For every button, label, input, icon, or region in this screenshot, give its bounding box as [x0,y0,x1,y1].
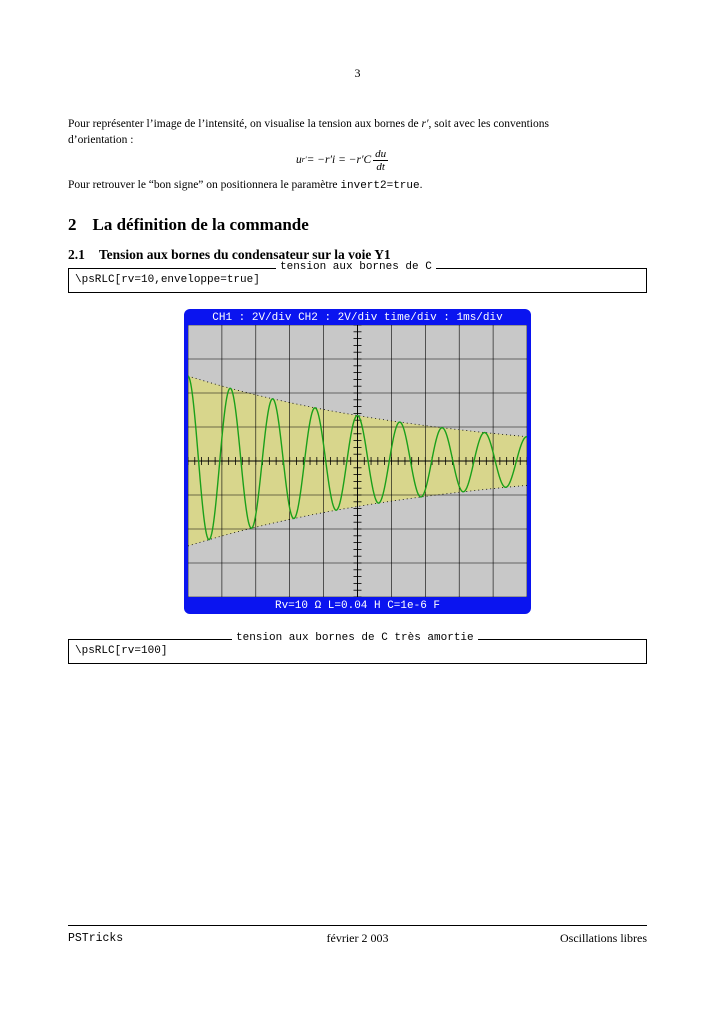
oscilloscope-screen [188,325,527,597]
page-number: 3 [354,66,361,80]
equation-mid: = −r′i = −r′C [306,154,372,166]
equation-fraction [373,148,388,173]
subsection-number: 2.1 [68,247,85,262]
section-number: 2 [68,215,77,234]
footer-right: Oscillations libres [560,931,647,945]
intro-line-1-var: r′ [421,118,429,130]
section-heading [68,215,309,235]
equation-left: u [296,154,302,166]
oscilloscope-header: CH1 : 2V/div CH2 : 2V/div time/div : 1ms/div [212,312,503,324]
footer-left: PSTricks [68,932,124,945]
equation-denominator: dt [376,160,385,173]
intro-line-3 [68,177,648,194]
intro-line-1-post: , soit avec les conventions [428,118,549,130]
intro-line-1-pre: Pour représenter l’image de l’intensité, on visualise la tension aux bornes de [68,118,422,130]
code-box-2-code: \psRLC[rv=100] [75,645,168,657]
code-box-2-label: tension aux bornes de C très amortie [232,633,478,644]
equation [296,146,388,174]
intro-line-2: d’orientation : [68,134,134,146]
intro-line-3-pre: Pour retrouver le “bon signe” on positionnera le paramètre [68,179,341,191]
subsection-title: Tension aux bornes du condensateur sur la voie Y1 [98,247,391,262]
intro-line-3-code: invert2=true [340,180,420,192]
section-title: La définition de la commande [92,215,309,234]
equation-sub: r′ [301,155,307,164]
footer-center: février 2 003 [326,931,389,945]
oscilloscope-footer: Rv=10 Ω L=0.04 H C=1e-6 F [274,600,441,612]
code-box-1-code: \psRLC[rv=10,enveloppe=true] [75,274,260,286]
equation-numerator: du [375,147,387,160]
footer-rule [68,925,647,926]
intro-line-3-post: . [419,179,423,191]
intro-line-1 [68,116,648,132]
code-box-1-label: tension aux bornes de C [276,262,436,273]
